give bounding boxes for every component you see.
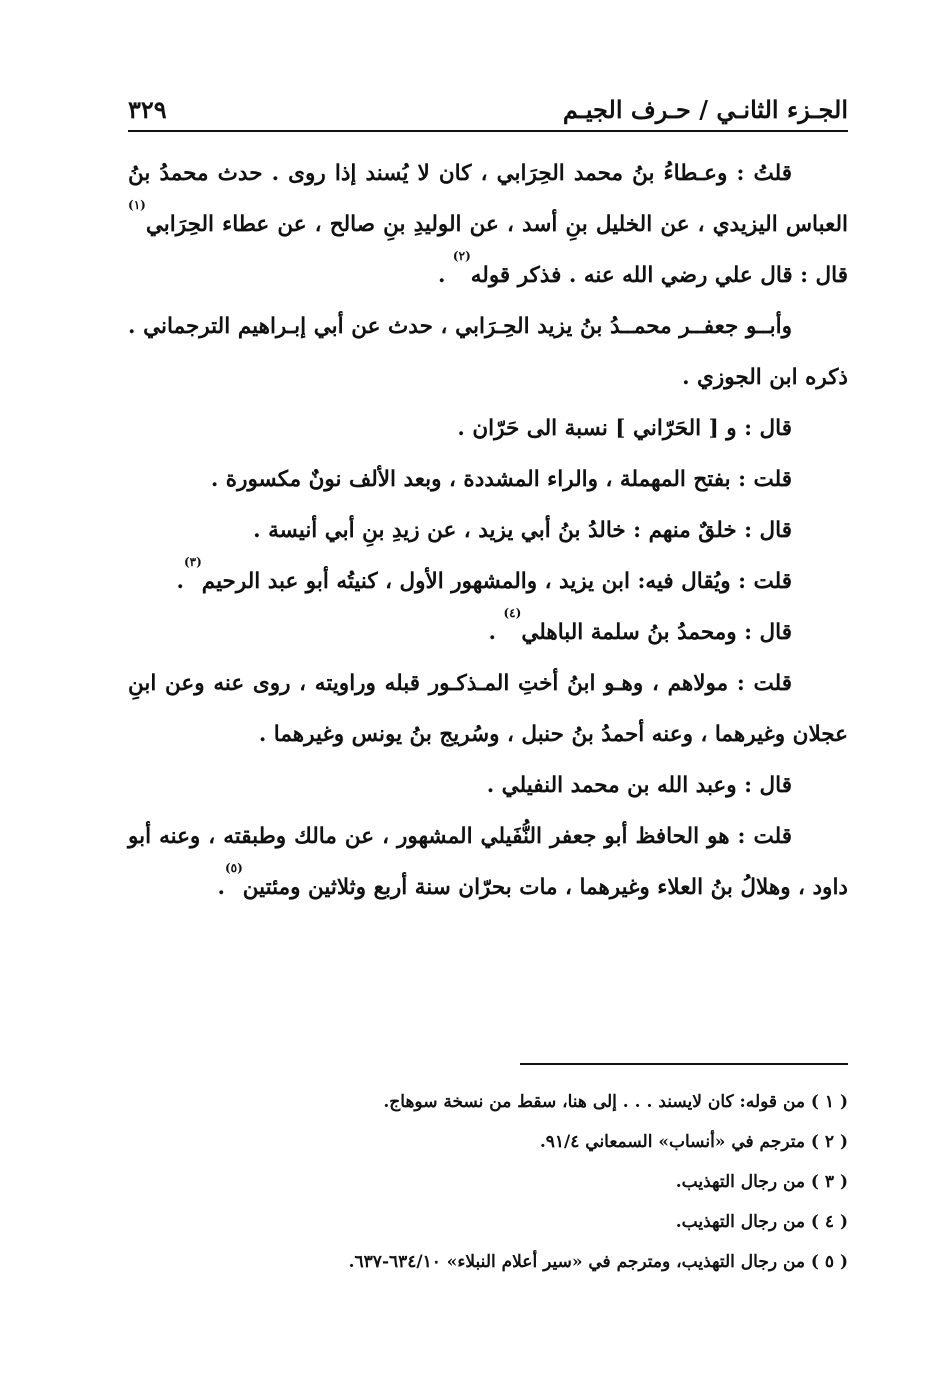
paragraph-8: قلت : مولاهم ، وهـو ابنُ أختِ المـذكـور قبله وراويته ، روى عنه وعن ابنِ عجلان وغيرهما ، وعنه أحمدُ بنُ حنبل ، وسُريج بنُ يونس وغيرهما . [128,671,848,747]
footnote-ref-4: (٤) [503,606,522,620]
running-title: الجـزء الثانـي / حـرف الجيـم [562,95,848,124]
paragraph-1-text: قلتُ : وعـطاءُ بنُ محمد الحِرَابي ، كان لا يُسند إذا روى . حدث محمدُ بنُ العباس اليزيدي ، عن الخليل بنِ أسد ، عن الوليدِ بنِ صالح ، عن عطاء الحِرَابي [128,161,848,237]
footnote-ref-3: (٣) [183,555,202,569]
footnote-ref-1: (١) [128,198,146,212]
footnote-1: ( ١ ) من قوله: كان لايسند . . . إلى هنا، سقط من نسخة سوهاج. [383,1092,848,1112]
paragraph-7-end: . [488,620,504,645]
main-text [128,148,848,913]
paragraph-10-text: قلت : هو الحافظ أبو جعفر النُّفَيلي المشهور ، عن مالك وطبقته ، وعنه أبو داود ، وهلالُ بنُ العلاء وغيرهما ، مات بحرّان سنة أربع وثلاثين ومئتين [128,824,848,900]
paragraph-7 [128,607,848,658]
paragraph-4: قلت : بفتح المهملة ، والراء المشددة ، وبعد الألف نونٌ مكسورة . [210,467,792,492]
paragraph-1-continued: قال : قال علي رضي الله عنه . فذكر قوله [470,263,848,288]
paragraph-1-end: . [437,263,453,288]
footnotes [128,1082,848,1282]
paragraph-6-text: قلت : ويُقال فيه: ابن يزيد ، والمشهور الأول ، كنيتُه أبو عبد الرحيم [201,569,792,594]
page-number: ٣٢٩ [128,95,167,124]
footnote-5: ( ٥ ) من رجال التهذيب، ومترجم في «سير أعلام النبلاء» ٦٣٤/١٠-٦٣٧. [348,1252,848,1272]
footnote-4: ( ٤ ) من رجال التهذيب. [675,1212,848,1232]
footnote-ref-2: (٢) [452,249,471,263]
paragraph-7-text: قال : ومحمدُ بنُ سلمة الباهلي [521,620,792,645]
page-header [128,86,848,132]
paragraph-10-end: . [217,875,225,900]
footnote-separator [520,1063,848,1065]
footnote-2: ( ٢ ) مترجم في «أنساب» السمعاني ٩١/٤. [539,1132,848,1152]
paragraph-2: وأبــو جعفــر محمــدُ بنُ يزيد الحِـرَابي ، حدث عن أبي إبـراهيم الترجماني . ذكره ابن الجوزي . [128,314,848,390]
paragraph-5: قال : خلقٌ منهم : خالدُ بنُ أبي يزيد ، عن زيدِ بنِ أبي أنيسة . [253,518,792,543]
paragraph-6 [128,556,848,607]
paragraph-10 [128,811,848,913]
paragraph-9: قال : وعبد الله بن محمد النفيلي . [486,773,792,798]
footnote-ref-5: (٥) [224,861,243,875]
footnote-3: ( ٣ ) من رجال التهذيب. [675,1172,848,1192]
paragraph-1 [128,148,848,301]
paragraph-3: قال : و [ الحَرّاني ] نسبة الى حَرّان . [457,416,792,441]
paragraph-6-end: . [176,569,184,594]
